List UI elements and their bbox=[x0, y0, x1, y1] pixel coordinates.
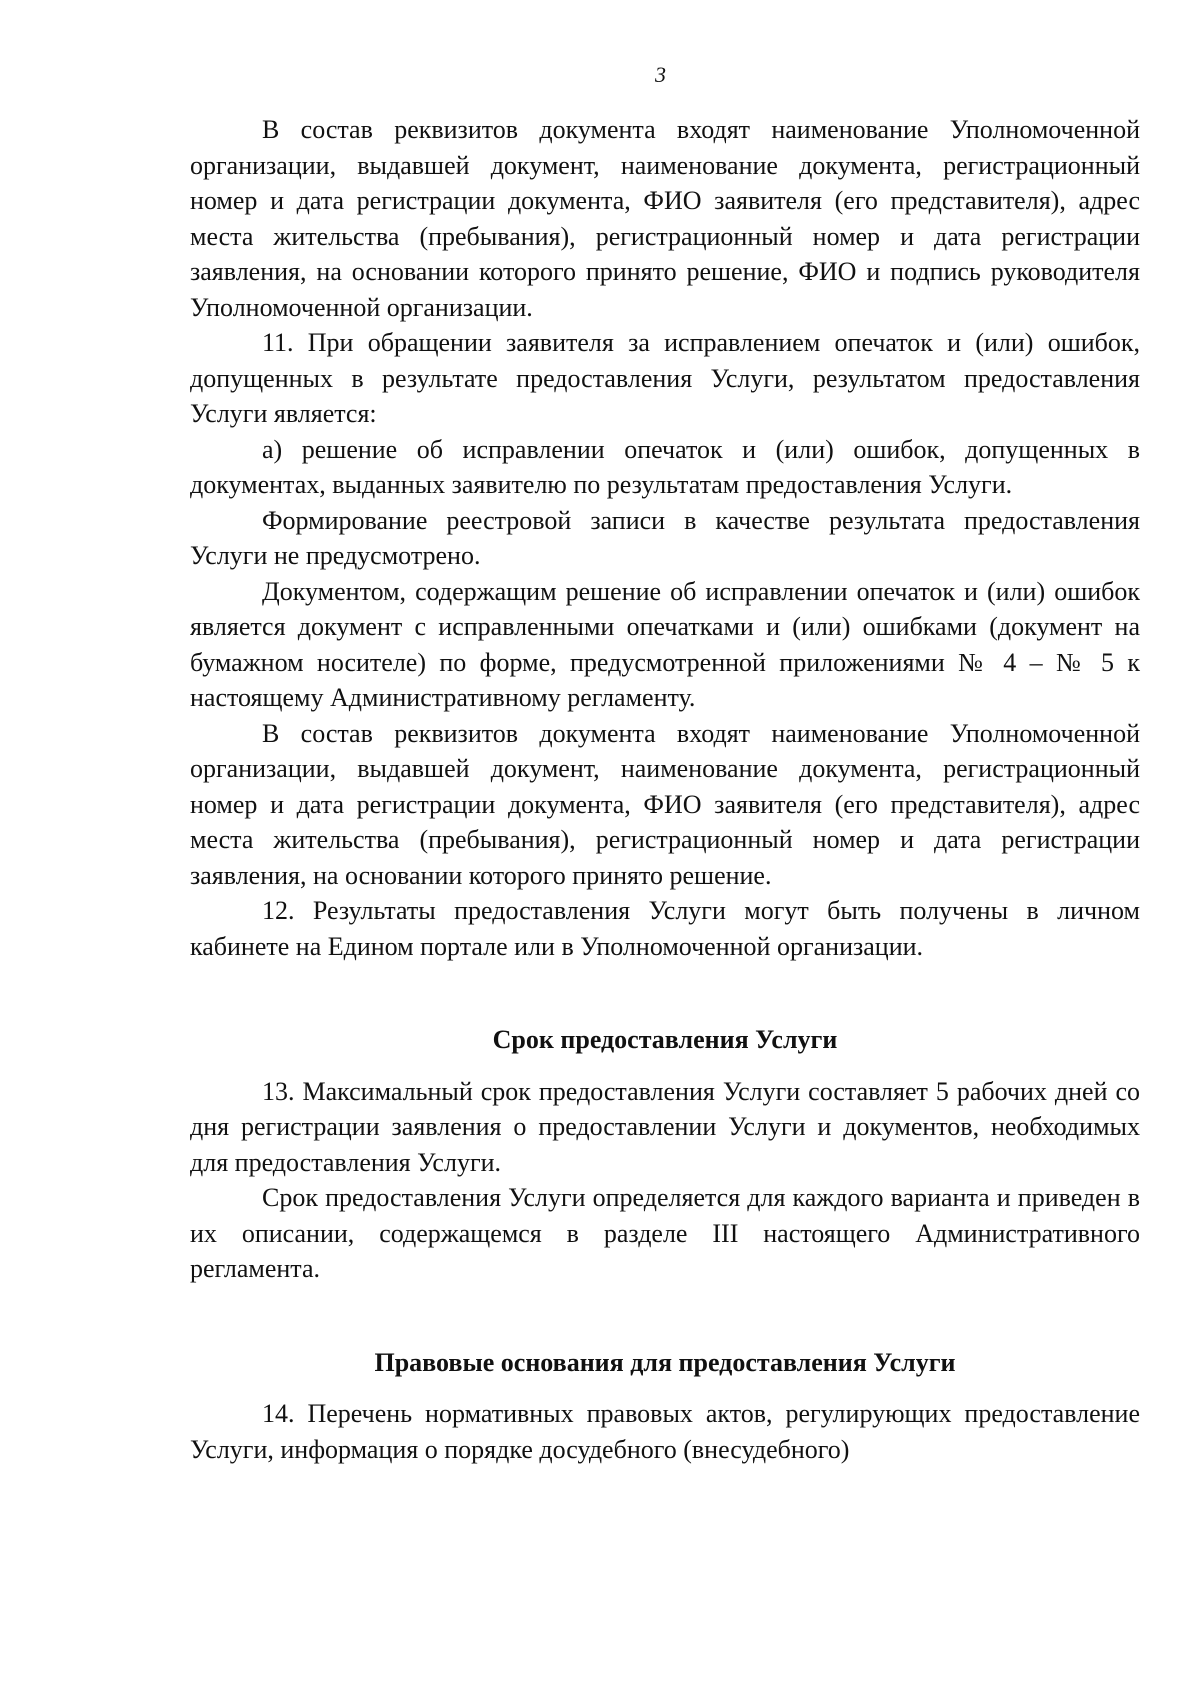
paragraph-11: 11. При обращении заявителя за исправлением опечаток и (или) ошибок, допущенных в результате предоставления Услуги, результатом предоставления Услуги является: bbox=[190, 328, 1140, 428]
paragraph-14: 14. Перечень нормативных правовых актов, регулирующих предоставление Услуги, информация о порядке досудебного (внесудебного) bbox=[190, 1399, 1140, 1464]
page-number: 3 bbox=[655, 62, 666, 87]
paragraph-requisites-1: В состав реквизитов документа входят наименование Уполномоченной организации, выдавшей документ, наименование документа, регистрационный номер и дата регистрации документа, ФИО заявителя (его представителя), адрес места жительства (пребывания), регистрационный номер и дата регистрации заявления, на основании которого принято решение, ФИО и подпись руководителя Уполномоченной организации. bbox=[190, 115, 1140, 322]
paragraph-12: 12. Результаты предоставления Услуги могут быть получены в личном кабинете на Едином портале или в Уполномоченной организации. bbox=[190, 896, 1140, 961]
paragraph-correction-document: Документом, содержащим решение об исправлении опечаток и (или) ошибок является документ с исправленными опечатками и (или) ошибками (документ на бумажном носителе) по форме, предусмотренной приложениями № 4 – № 5 к настоящему Административному регламенту. bbox=[190, 576, 1140, 712]
paragraph-term-variant: Срок предоставления Услуги определяется для каждого варианта и приведен в их описании, содержащемся в разделе III настоящего Административного регламента. bbox=[190, 1183, 1140, 1283]
document-body bbox=[190, 112, 1140, 1467]
paragraph-requisites-2: В состав реквизитов документа входят наименование Уполномоченной организации, выдавшей документ, наименование документа, регистрационный номер и дата регистрации документа, ФИО заявителя (его представителя), адрес места жительства (пребывания), регистрационный номер и дата регистрации заявления, на основании которого принято решение. bbox=[190, 718, 1140, 890]
paragraph-13: 13. Максимальный срок предоставления Услуги составляет 5 рабочих дней со дня регистрации заявления о предоставлении Услуги и документов, необходимых для предоставления Услуги. bbox=[190, 1076, 1140, 1177]
paragraph-registry-record: Формирование реестровой записи в качестве результата предоставления Услуги не предусмотрено. bbox=[190, 505, 1140, 570]
paragraph-11-a: а) решение об исправлении опечаток и (или) ошибок, допущенных в документах, выданных заявителю по результатам предоставления Услуги. bbox=[190, 434, 1140, 499]
section-heading-term: Срок предоставления Услуги bbox=[492, 1025, 838, 1054]
section-heading-legal-basis: Правовые основания для предоставления Услуги bbox=[374, 1347, 956, 1377]
